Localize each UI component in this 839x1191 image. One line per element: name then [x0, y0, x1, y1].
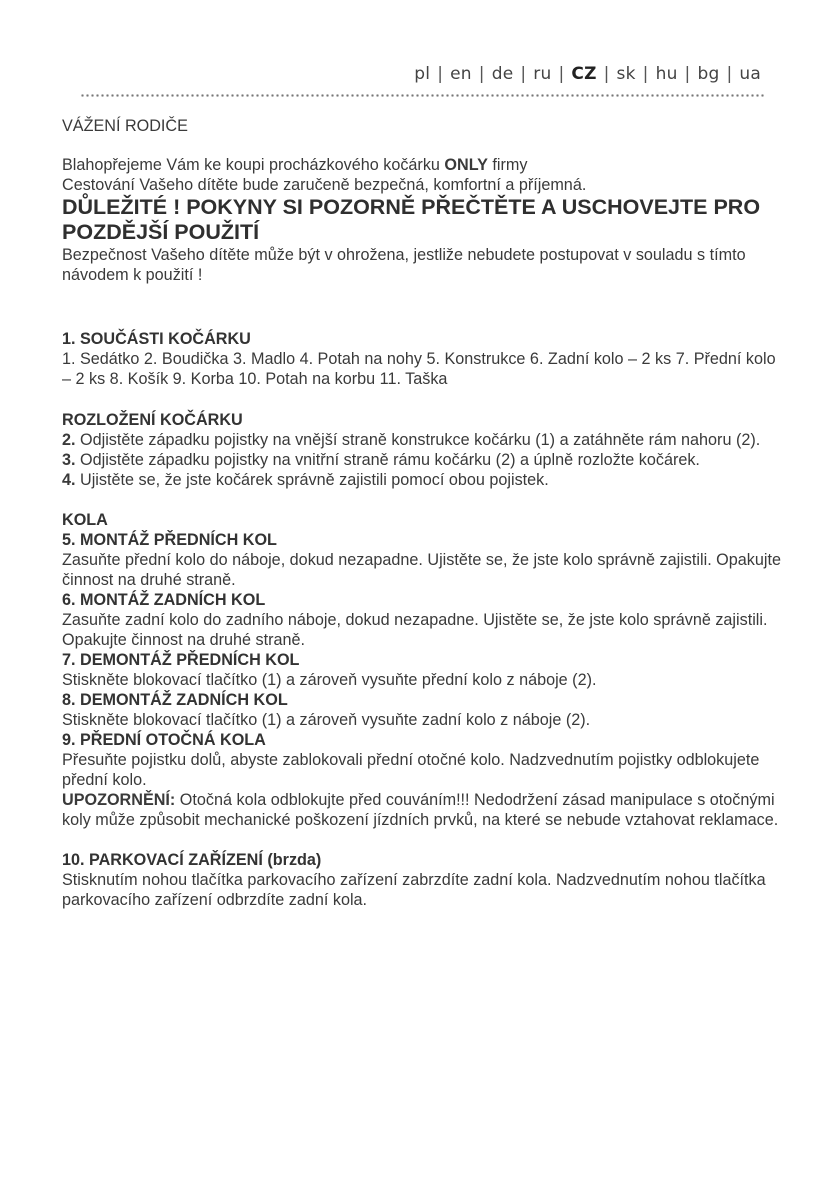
- lang-cz-active[interactable]: CZ: [571, 64, 597, 84]
- subsection-title: 8. DEMONTÁŽ ZADNÍCH KOL: [62, 691, 288, 709]
- lang-separator: |: [437, 64, 444, 84]
- important-heading: DŮLEŽITÉ ! POKYNY SI POZORNĚ PŘEČTĚTE A USCHOVEJTE PRO POZDĚJŠÍ POUŽITÍ: [62, 195, 761, 244]
- lang-sk[interactable]: sk: [616, 64, 636, 84]
- lang-separator: |: [478, 64, 485, 84]
- section-text: Stiskněte blokovací tlačítko (1) a zároveň vysuňte zadní kolo z náboje (2).: [62, 711, 591, 729]
- warning-text: Otočná kola odblokujte před couváním!!! Nedodržení zásad manipulace s otočnými koly může způsobit mechanické poškození jízdních prvků, na které se nebude vztahovat reklamace.: [62, 791, 779, 829]
- lang-bg[interactable]: bg: [697, 64, 720, 84]
- section-text: 1. Sedátko 2. Boudička 3. Madlo 4. Potah na nohy 5. Konstrukce 6. Zadní kolo – 2 ks 7. Přední kolo – 2 ks 8. Košík 9. Korba 10. Potah na korbu 11. Taška: [62, 350, 776, 388]
- subsection-title: 7. DEMONTÁŽ PŘEDNÍCH KOL: [62, 651, 300, 669]
- subsection-title: 5. MONTÁŽ PŘEDNÍCH KOL: [62, 531, 277, 549]
- intro-line-1: [62, 155, 782, 175]
- lang-ua[interactable]: ua: [739, 64, 761, 84]
- section-text: Zasuňte přední kolo do náboje, dokud nezapadne. Ujistěte se, že jste kolo správně zajistili. Opakujte činnost na druhé straně.: [62, 551, 781, 589]
- intro-text: firmy: [487, 156, 528, 174]
- step-item: [62, 470, 782, 490]
- section-text: Stisknutím nohou tlačítka parkovacího zařízení zabrzdíte zadní kola. Nadzvednutím nohou tlačítka parkovacího zařízení odbrzdíte zadní kola.: [62, 871, 766, 909]
- intro-text: Blahopřejeme Vám ke koupi procházkového kočárku: [62, 156, 445, 174]
- section-title: ROZLOŽENÍ KOČÁRKU: [62, 411, 243, 429]
- lang-hu[interactable]: hu: [655, 64, 678, 84]
- step-text: Ujistěte se, že jste kočárek správně zajistili pomocí obou pojistek.: [75, 471, 549, 489]
- step-number: 3.: [62, 451, 76, 469]
- lang-separator: |: [558, 64, 565, 84]
- step-text: Odjistěte západku pojistky na vnější straně konstrukce kočárku (1) a zatáhněte rám nahoru (2).: [75, 431, 761, 449]
- lang-separator: |: [603, 64, 610, 84]
- section-title: 1. SOUČÁSTI KOČÁRKU: [62, 330, 251, 348]
- section-title: KOLA: [62, 511, 108, 529]
- subsection-title: 6. MONTÁŽ ZADNÍCH KOL: [62, 591, 266, 609]
- language-selector: [414, 64, 761, 84]
- lang-separator: |: [684, 64, 691, 84]
- step-number: 2.: [62, 431, 76, 449]
- step-text: Odjistěte západku pojistky na vnitřní straně rámu kočárku (2) a úplně rozložte kočárek.: [75, 451, 700, 469]
- lang-separator: |: [726, 64, 733, 84]
- manual-body: [62, 116, 782, 910]
- lang-pl[interactable]: pl: [414, 64, 431, 84]
- safety-note: Bezpečnost Vašeho dítěte může být v ohrožena, jestliže nebudete postupovat v souladu s tímto návodem k použití !: [62, 246, 746, 284]
- intro: [62, 155, 782, 195]
- dotted-divider: [80, 93, 766, 98]
- step-item: [62, 430, 782, 450]
- section-parts: [62, 329, 782, 389]
- section-text: Stiskněte blokovací tlačítko (1) a zároveň vysuňte přední kolo z náboje (2).: [62, 671, 597, 689]
- intro-line-2: Cestování Vašeho dítěte bude zaručeně bezpečná, komfortní a příjemná.: [62, 176, 587, 194]
- section-unfold: [62, 410, 782, 490]
- brand-name: ONLY: [444, 156, 488, 174]
- section-wheels: [62, 510, 782, 830]
- lang-de[interactable]: de: [491, 64, 514, 84]
- greeting: VÁŽENÍ RODIČE: [62, 117, 188, 135]
- warning-note: [62, 790, 782, 830]
- lang-en[interactable]: en: [450, 64, 472, 84]
- lang-separator: |: [642, 64, 649, 84]
- lang-ru[interactable]: ru: [533, 64, 552, 84]
- warning-label: UPOZORNĚNÍ:: [62, 791, 176, 809]
- section-title: 10. PARKOVACÍ ZAŘÍZENÍ (brzda): [62, 851, 322, 869]
- lang-separator: |: [520, 64, 527, 84]
- section-text: Zasuňte zadní kolo do zadního náboje, dokud nezapadne. Ujistěte se, že jste kolo správně zajistili. Opakujte činnost na druhé straně.: [62, 611, 768, 649]
- subsection-title: 9. PŘEDNÍ OTOČNÁ KOLA: [62, 731, 266, 749]
- step-item: [62, 450, 782, 470]
- section-text: Přesuňte pojistku dolů, abyste zablokovali přední otočné kolo. Nadzvednutím pojistky odblokujete přední kolo.: [62, 751, 760, 789]
- step-number: 4.: [62, 471, 76, 489]
- section-brake: [62, 850, 782, 910]
